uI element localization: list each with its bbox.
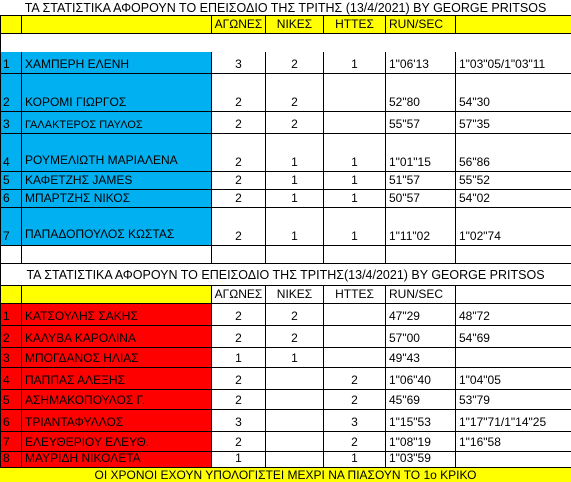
- run-time: 50"57: [386, 190, 456, 207]
- run-time: 47"29: [386, 304, 456, 325]
- table2-title-row: [0, 264, 571, 286]
- row-index: 7: [0, 208, 22, 245]
- player-name: ΚΟΡΟΜΙ ΓΙΩΡΓΟΣ: [22, 74, 212, 111]
- wins: 1: [266, 208, 324, 245]
- row-index: 3: [0, 348, 22, 367]
- losses: 2: [324, 432, 386, 451]
- extra-time: [456, 246, 571, 263]
- games: 2: [212, 172, 266, 189]
- table-row: [0, 172, 571, 190]
- table-row: [0, 368, 571, 390]
- extra-time: [456, 452, 571, 467]
- run-time: 1"08"19: [386, 432, 456, 451]
- player-name: ΠΑΠΑΔΟΠΟΥΛΟΣ ΚΩΣΤΑΣ: [22, 208, 212, 245]
- games: 2: [212, 134, 266, 171]
- table-row: [0, 134, 571, 172]
- header-extra: [456, 286, 571, 303]
- extra-time: 1"02"74: [459, 229, 501, 243]
- run-time: 51"57: [386, 172, 456, 189]
- player-name: ΑΣΗΜΑΚΟΠΟΥΛΟΣ Γ.: [22, 390, 212, 409]
- extra-time: 54"02: [459, 191, 490, 205]
- player-name: ΓΑΛΑΚΤΕΡΟΣ ΠΑΥΛΟΣ: [22, 112, 212, 133]
- table2-header-row: [0, 286, 571, 304]
- header-name: [22, 286, 212, 303]
- table1-title: ΤΑ ΣΤΑΤΙΣΤΙΚΑ ΑΦΟΡΟΥΝ ΤΟ ΕΠΕΙΣΟΔΙΟ ΤΗΣ ΤΡΙΤΗΣ (13/4/2021) BY GEORGE PRITSOS: [24, 0, 547, 15]
- table-row: [0, 112, 571, 134]
- row-index: 1: [0, 52, 22, 73]
- games: [212, 246, 266, 263]
- row-index: 8: [0, 452, 22, 467]
- row-index: 1: [0, 304, 22, 325]
- wins: 1: [266, 134, 324, 171]
- games: 2: [212, 112, 266, 133]
- header-index: [0, 16, 22, 33]
- row-index: 7: [0, 432, 22, 451]
- header-wins: ΝΙΚΕΣ: [266, 16, 324, 33]
- table-row: [0, 410, 571, 432]
- player-name: ΚΑΛΥΒΑ ΚΑΡΟΛΙΝΑ: [22, 326, 212, 347]
- table-row: [0, 208, 571, 246]
- losses: [324, 304, 386, 325]
- extra-time: 56"86: [459, 155, 490, 169]
- wins: 2: [266, 304, 324, 325]
- run-time: 57"00: [386, 326, 456, 347]
- wins: 2: [266, 74, 324, 111]
- player-name: ΕΛΕΥΘΕΡΙΟΥ ΕΛΕΥΘ.: [22, 432, 212, 451]
- wins: 1: [266, 348, 324, 367]
- row-index: 5: [0, 390, 22, 409]
- player-name: ΡΟΥΜΕΛΙΩΤΗ ΜΑΡΙΑΛΕΝΑ: [22, 134, 212, 171]
- header-extra: [456, 16, 571, 33]
- row-index: 5: [0, 172, 22, 189]
- games: 2: [212, 208, 266, 245]
- player-name: [22, 246, 212, 263]
- extra-time: [456, 348, 571, 367]
- run-time: 1"06'13: [386, 52, 456, 73]
- header-games: ΑΓΩΝΕΣ: [212, 286, 266, 303]
- run-time: 1"15"53: [386, 410, 456, 431]
- wins: 1: [266, 190, 324, 207]
- losses: [324, 246, 386, 263]
- run-time: 49"43: [386, 348, 456, 367]
- extra-time: 48"72: [459, 309, 490, 323]
- run-time: 52"80: [386, 74, 456, 111]
- table1-header-row: [0, 16, 571, 34]
- table-row: [0, 304, 571, 326]
- table2-title: ΤΑ ΣΤΑΤΙΣΤΙΚΑ ΑΦΟΡΟΥΝ ΤΟ ΕΠΕΙΣΟΔΙΟ ΤΗΣ ΤΡΙΤΗΣ(13/4/2021) BY GEORGE PRITSOS: [26, 267, 545, 282]
- losses: 1: [324, 208, 386, 245]
- run-time: 1"03"59: [386, 452, 456, 467]
- extra-time: 53"79: [459, 393, 490, 407]
- games: 1: [212, 452, 266, 467]
- extra-time: 54"69: [459, 331, 490, 345]
- games: 3: [212, 52, 266, 73]
- sheet-left-border: [0, 16, 1, 468]
- table-row: [0, 432, 571, 452]
- losses: [324, 348, 386, 367]
- player-name: ΤΡΙΑΝΤΑΦΥΛΛΟΣ: [22, 410, 212, 431]
- table-row: [0, 452, 571, 468]
- losses: 2: [324, 368, 386, 389]
- header-run: RUN/SEC: [386, 16, 456, 33]
- wins: [266, 390, 324, 409]
- losses: 1: [324, 52, 386, 73]
- games: 2: [212, 74, 266, 111]
- player-name: ΜΑΥΡΙΔΗ ΝΙΚΟΛΕΤΑ: [22, 452, 212, 467]
- wins: 2: [266, 52, 324, 73]
- header-run: RUN/SEC: [386, 286, 456, 303]
- header-losses: ΗΤΤΕΣ: [324, 286, 386, 303]
- run-time: 1"11"02: [386, 208, 456, 245]
- table-row: [0, 74, 571, 112]
- games: 3: [212, 410, 266, 431]
- row-index: 6: [0, 190, 22, 207]
- losses: [324, 74, 386, 111]
- losses: 1: [324, 134, 386, 171]
- run-time: 1"06"40: [386, 368, 456, 389]
- table-row: [0, 52, 571, 74]
- run-time: 1"01"15: [386, 134, 456, 171]
- header-index: [0, 286, 22, 303]
- header-games: ΑΓΩΝΕΣ: [212, 16, 266, 33]
- losses: 1: [324, 452, 386, 467]
- row-index: 4: [0, 134, 22, 171]
- losses: [324, 326, 386, 347]
- header-wins: ΝΙΚΕΣ: [266, 286, 324, 303]
- wins: [266, 368, 324, 389]
- losses: 1: [324, 172, 386, 189]
- losses: [324, 112, 386, 133]
- wins: [266, 432, 324, 451]
- run-time: 55"57: [386, 112, 456, 133]
- games: 2: [212, 190, 266, 207]
- losses: 1: [324, 190, 386, 207]
- footer-row: [0, 468, 571, 482]
- games: 2: [212, 432, 266, 451]
- extra-time: 1"16"58: [459, 435, 501, 449]
- extra-time: 57"35: [459, 117, 490, 131]
- extra-time: 55"52: [459, 173, 490, 187]
- player-name: ΧΑΜΠΕΡΗ ΕΛΕΝΗ: [22, 52, 212, 73]
- row-index: 6: [0, 410, 22, 431]
- games: 2: [212, 368, 266, 389]
- wins: [266, 452, 324, 467]
- games: 2: [212, 390, 266, 409]
- player-name: ΠΑΠΠΑΣ ΑΛΕΞΗΣ: [22, 368, 212, 389]
- row-index: 4: [0, 368, 22, 389]
- run-time: 45"69: [386, 390, 456, 409]
- wins: 2: [266, 326, 324, 347]
- row-index: [0, 246, 22, 263]
- extra-time: 1"04"05: [459, 373, 501, 387]
- row-index: 3: [0, 112, 22, 133]
- games: 2: [212, 304, 266, 325]
- row-index: 2: [0, 74, 22, 111]
- table-row: [0, 348, 571, 368]
- header-name: [22, 16, 212, 33]
- run-time: [386, 246, 456, 263]
- table-row: [0, 190, 571, 208]
- player-name: ΚΑΦΕΤΖΗΣ JAMES: [22, 172, 212, 189]
- wins: [266, 246, 324, 263]
- header-losses: ΗΤΤΕΣ: [324, 16, 386, 33]
- wins: [266, 410, 324, 431]
- footer-note: ΟΙ ΧΡΟΝΟΙ ΕΧΟΥΝ ΥΠΟΛΟΓΙΣΤΕΙ ΜΕΧΡΙ ΝΑ ΠΙΑΣΟΥΝ ΤΟ 1ο ΚΡΙΚΟ: [94, 468, 477, 482]
- table-row-empty: [0, 246, 571, 264]
- extra-time: 1"03"05/1"03"11: [459, 57, 546, 71]
- row-index: 2: [0, 326, 22, 347]
- table-row: [0, 326, 571, 348]
- table1-title-row: [0, 0, 571, 16]
- games: 2: [212, 326, 266, 347]
- games: 1: [212, 348, 266, 367]
- losses: 3: [324, 410, 386, 431]
- extra-time: 1"17"71/1"14"25: [459, 415, 547, 429]
- wins: 1: [266, 172, 324, 189]
- table-row: [0, 390, 571, 410]
- losses: 2: [324, 390, 386, 409]
- player-name: ΜΠΟΓΔΑΝΟΣ ΗΛΙΑΣ: [22, 348, 212, 367]
- wins: 2: [266, 112, 324, 133]
- extra-time: 54"30: [459, 95, 490, 109]
- player-name: ΚΑΤΣΟΥΛΗΣ ΣΑΚΗΣ: [22, 304, 212, 325]
- player-name: ΜΠΑΡΤΖΗΣ ΝΙΚΟΣ: [22, 190, 212, 207]
